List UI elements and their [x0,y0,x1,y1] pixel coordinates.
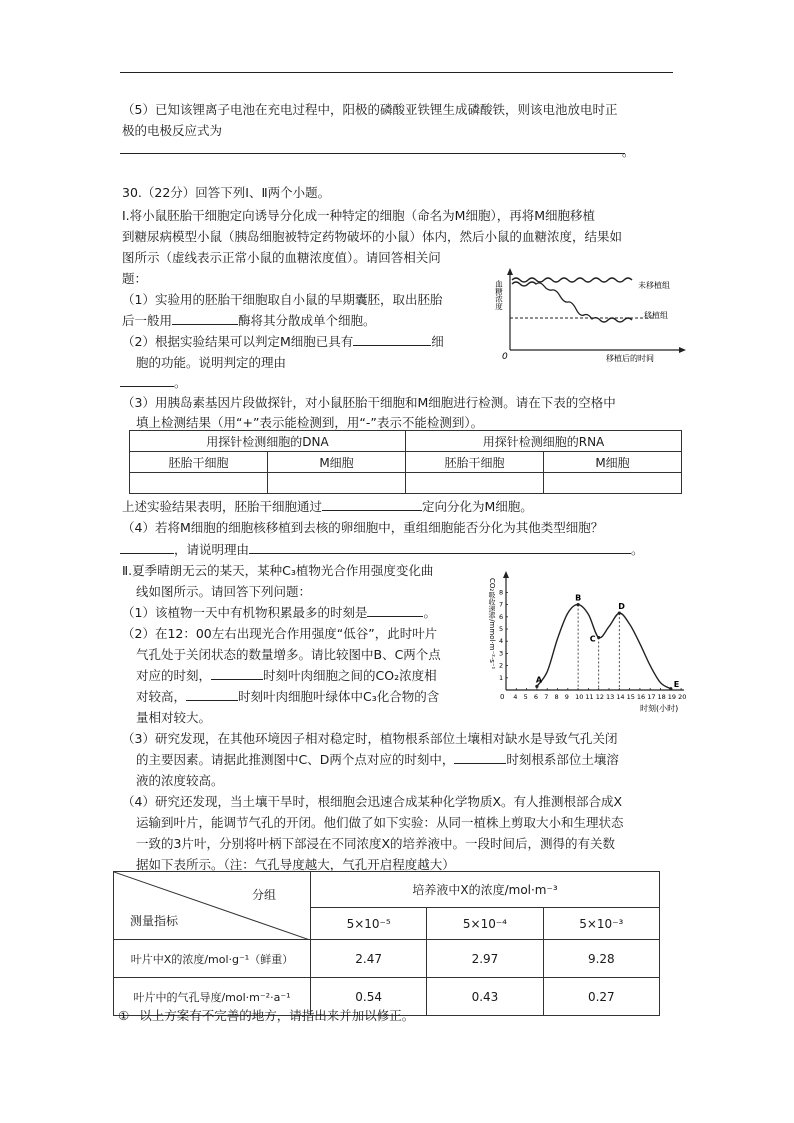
q30-header: 30.（22分）回答下列Ⅰ、Ⅱ两个小题。 [122,185,331,200]
photo-origin-label: 0 [500,693,505,701]
col-rna-stem: 胚胎干细胞 [406,452,544,473]
photo-y-arrow [503,571,509,578]
partI-line2: 到糖尿病模型小鼠（胰岛细胞被特定药物破坏的小鼠）体内，然后小鼠的血糖浓度，结果如 [122,229,623,244]
chart1-ylabel: 血糖浓度 [494,280,504,310]
metric-label: 测量指标 [130,914,179,928]
photo-ylabel: CO₂吸收速率/mmol·m⁻²·s⁻¹ [488,578,496,670]
s1-post: 。 [423,605,436,620]
x-tick-label: 19 [667,693,677,701]
point-D [618,612,621,615]
table-cell: 2.97 [427,940,543,978]
partI-s3c [122,497,533,515]
conc-col-2: 5×10⁻⁴ [427,908,543,940]
y-arrow [507,268,513,275]
col-rna-m: M细胞 [544,452,682,473]
x-tick-label: 20 [678,693,687,701]
row-label-stomatal: 叶片中的气孔导度/mol·m⁻²·a⁻¹ [114,978,311,1016]
point-label-C: C [589,634,596,644]
s4b-mid: ，请说明理由 [174,542,250,557]
partII-s2c [136,666,437,684]
probe-dna-header: 用探针检测细胞的DNA [130,431,406,452]
s2d-post: 时刻叶肉细胞叶绿体中C₃化合物的含 [238,689,440,704]
y-tick-label: 3 [499,649,504,658]
q5-line2: 极的电极反应式为 [122,123,223,138]
partI-s4a: （4）若将M细胞的细胞核移植到去核的卵细胞中，重组细胞能否分化为其他类型细胞？ [122,520,604,535]
table-cell: 9.28 [543,940,659,978]
partI-s2b: 胞的功能。说明判定的理由 [136,355,287,370]
answer-cell-3[interactable] [406,473,544,494]
untransplanted-curve [512,278,632,282]
x-tick-label: 9 [564,693,569,701]
probe-table [129,430,682,494]
partII-s3a: （3）研究发现，在其他环境因子相对稳定时，植物根系部位土壤相对缺水是导致气孔关闭 [122,731,618,746]
x-tick-label: 16 [636,693,646,701]
s2c-end: 。 [174,375,187,390]
s4b-end: 。 [631,542,644,557]
partI-line3: 图所示（虚线表示正常小鼠的血糖浓度值）。请回答相关问 [122,250,441,265]
blood-glucose-chart [494,266,690,364]
legend-transplanted: 移植组 [644,311,668,320]
c3-blank[interactable] [186,688,238,701]
x-tick-label: 12 [595,693,604,701]
answer-cell-2[interactable] [268,473,406,494]
y-tick-label: 2 [499,661,504,670]
partI-s3b: 填上检测结果（用“+”表示能检测到，用“-”表示不能检测到）。 [136,415,484,430]
partII-s3c: 液的浓度较高。 [136,773,224,788]
x-tick-label: 8 [554,693,559,701]
q5-answer-blank[interactable] [120,153,625,154]
s3b-pre: 的主要因素。请据此推测图中C、D两个点对应的时刻中， [136,752,455,767]
x-tick-label: 14 [616,693,625,701]
soil-blank[interactable] [454,751,506,764]
row-label-x-conc: 叶片中X的浓度/mol·g⁻¹（鲜重） [114,940,311,978]
chart1-xlabel: 移植后的时间 [606,354,654,363]
reason2-blank[interactable] [249,541,631,554]
partI-s3a: （3）用胰岛素基因片段做探针，对小鼠胚胎干细胞和M细胞进行检测。请在下表的空格中 [122,395,616,410]
point-B [577,603,580,606]
reason-blank[interactable] [120,374,174,387]
max-accumulation-blank[interactable] [367,604,423,617]
partII-s2e: 量相对较大。 [136,710,212,725]
partI-s2c [120,373,187,391]
partI-s4b [120,540,644,558]
top-rule [120,72,673,73]
answer-cell-1[interactable] [130,473,268,494]
partI-s1b [122,311,376,329]
diagonal-line [114,872,310,940]
s1b-pre: 后一般用 [122,313,173,328]
co2-blank[interactable] [211,667,263,680]
conc-col-1: 5×10⁻⁵ [311,908,427,940]
y-tick-label: 4 [499,637,504,646]
conc-col-3: 5×10⁻³ [543,908,659,940]
x-tick-label: 13 [606,693,615,701]
col-dna-m: M细胞 [268,452,406,473]
q5-end: 。 [622,144,635,159]
x-tick-label: 4 [513,693,518,701]
x-tick-label: 5 [523,693,528,701]
col-dna-stem: 胚胎干细胞 [130,452,268,473]
table-cell: 0.43 [427,978,543,1016]
point-label-B: B [575,593,582,603]
partII-s4b: 运输到叶片，能调节气孔的开闭。他们做了如下实验：从同一植株上剪取大小和生理状态 [136,815,624,830]
photosynthesis-chart [486,568,692,716]
transplanted-curve [512,282,632,322]
y-tick-label: 7 [499,600,504,609]
point-E [669,687,672,690]
x-tick-label: 17 [647,693,656,701]
s2d-pre: 对较高， [136,689,187,704]
group-label: 分组 [251,888,276,902]
point-label-E: E [673,679,680,689]
x-tick-label: 15 [626,693,635,701]
partII-l1: Ⅱ.夏季晴朗无云的某天，某种C₃植物光合作用强度变化曲 [122,563,434,578]
x-tick-label: 11 [585,693,594,701]
x-arrow [679,347,686,353]
y-tick-label: 5 [499,625,504,633]
s2c-pre: 对应的时刻， [136,668,212,683]
y-tick-label: 8 [499,588,504,597]
s1-pre: （1）该植物一天中有机物积累最多的时刻是 [122,605,368,620]
probe-rna-header: 用探针检测细胞的RNA [406,431,682,452]
x-tick-label: 7 [544,693,549,701]
can-differentiate-blank[interactable] [120,541,174,554]
partII-s2a: （2）在12：00左右出现光合作用强度“低谷”，此时叶片 [122,626,438,641]
partII-l2: 线如图所示。请回答下列问题： [136,584,312,599]
partI-line4: 题： [122,271,148,286]
photo-xlabel: 时刻(小时) [640,704,679,713]
s5-num: ① [118,1008,130,1023]
partI-line1: Ⅰ.将小鼠胚胎干细胞定向诱导分化成一种特定的细胞（命名为M细胞），再将M细胞移植 [122,208,595,223]
partII-s1 [122,603,436,621]
chart1-origin: 0 [502,352,508,362]
answer-cell-4[interactable] [544,473,682,494]
x-concentration-table [113,871,660,1016]
point-label-D: D [618,602,625,612]
table-cell: 0.54 [311,978,427,1016]
s3c-post: 定向分化为M细胞。 [422,499,533,514]
partII-s2b: 气孔处于关闭状态的数量增多。请比较图中B、C两个点 [136,647,441,662]
point-label-A: A [535,675,543,685]
partII-s4c: 一致的3片叶，分别将叶柄下部浸在不同浓度X的培养液中。一段时间后，测得的有关数 [136,836,616,851]
table-cell: 2.47 [311,940,427,978]
partI-s2a [122,332,444,350]
x-tick-label: 10 [575,693,584,701]
partII-s4a: （4）研究还发现，当土壤干旱时，根细胞会迅速合成某种化学物质X。有人推测根部合成X [122,794,623,809]
s3b-post: 时刻根系部位土壤溶 [506,752,619,767]
s2a-post: 细 [431,334,444,349]
s1b-post: 酶将其分散成单个细胞。 [238,313,376,328]
table-cell: 0.27 [543,978,659,1016]
y-tick-label: 1 [499,673,504,682]
point-C [597,636,600,639]
x-tick-label: 6 [533,693,539,701]
q5-line1: （5）已知该锂离子电池在充电过程中，阳极的磷酸亚铁锂生成磷酸铁，则该电池放电时正 [122,102,618,117]
partII-s3b [136,750,619,768]
partII-s2d [136,687,439,705]
partII-s5 [118,1006,414,1024]
s2a-pre: （2）根据实验结果可以判定M细胞已具有 [122,334,354,349]
s3c-pre: 上述实验结果表明，胚胎干细胞通过 [122,499,323,514]
partI-s1a: （1）实验用的胚胎干细胞取自小鼠的早期囊胚，取出胚胎 [122,292,443,307]
legend-untransplanted: 未移植组 [638,281,670,290]
diagonal-header-cell [114,872,311,940]
point-A [535,685,538,688]
partII-s4d: 据如下表所示。（注：气孔导度越大，气孔开启程度越大） [136,857,455,872]
co2-uptake-curve [537,605,671,689]
function-blank[interactable] [353,333,431,346]
conc-header: 培养液中X的浓度/mol·m⁻³ [311,872,660,908]
s5-text: 以上方案有不完善的地方，请指出来并加以修正。 [139,1008,415,1023]
s2c-post: 时刻叶肉细胞之间的CO₂浓度相 [263,668,437,683]
y-tick-label: 6 [499,612,504,621]
enzyme-blank[interactable] [172,312,238,325]
x-tick-label: 18 [657,693,666,701]
differentiation-blank[interactable] [322,498,422,511]
